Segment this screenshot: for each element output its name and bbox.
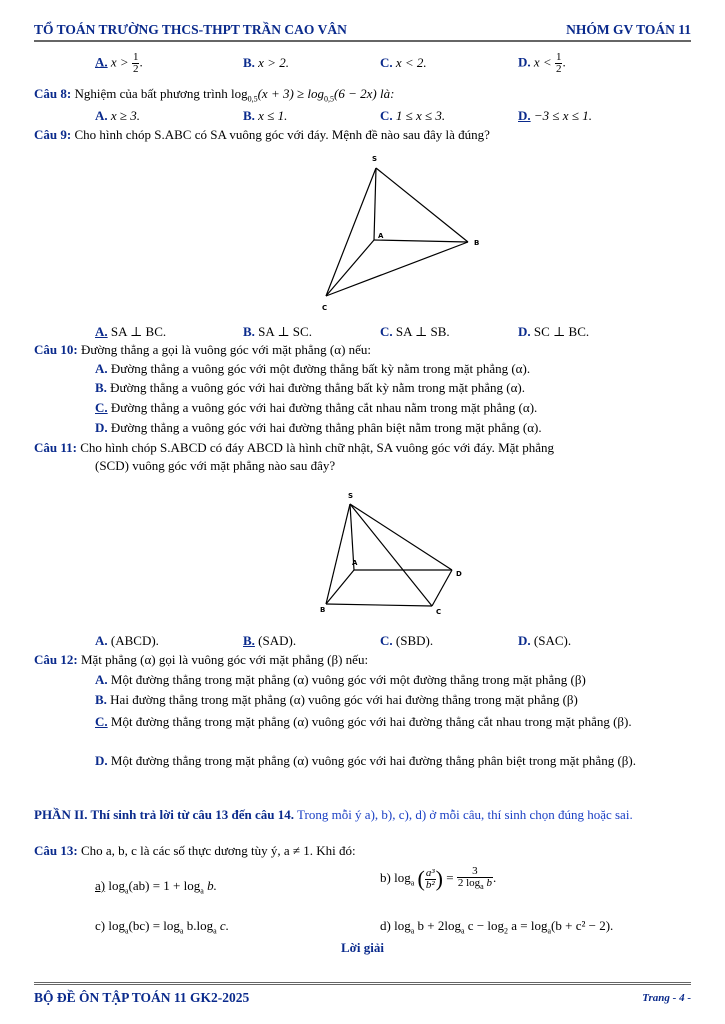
edge-sd [350,504,452,570]
edge-sc [350,504,432,606]
footer-rule [34,982,691,985]
q8-option-a: A. x ≥ 3. [95,108,141,123]
header-left: TỔ TOÁN TRƯỜNG THCS-THPT TRẦN CAO VÂN [34,22,347,37]
q11-label-c: C [436,608,442,616]
q11-stem-line2: (SCD) vuông góc với mặt phẳng nào sau đây? [95,458,336,473]
q12-option-d: D. Một đường thẳng trong mặt phẳng (α) vuông góc với hai đường thẳng phân biệt trong mặt phẳng (β). [95,753,636,768]
prev-option-d: D. x < $\frac{1}{2}$ . [518,51,566,75]
q11-stem-line1: Câu 11: Cho hình chóp S.ABCD có đáy ABCD là hình chữ nhật, SA vuông góc với đáy. Mặt phẳng [34,440,555,455]
q8-stem: Câu 8: Nghiệm của bất phương trình $\log_{0,5}(x + 3) \ge \log_{0,5}(6 - 2x)$ là: [34,86,395,104]
edge-bc [326,604,432,606]
q11-option-d: D. (SAC). [518,633,572,648]
q13-item-b: b) $\log_a$ ( $\frac{\text{a³}}{\text{b²}}$ ) = $\frac{3}{2 \log_a b}$ . [380,865,497,892]
q10-option-c: C. Đường thẳng a vuông góc với hai đường thẳng cắt nhau nằm trong mặt phẳng (α). [95,400,538,415]
q9-label-b: B [474,239,480,247]
q11-label-a: A [352,559,358,567]
q12-option-c: C. Một đường thẳng trong mặt phẳng (α) vuông góc với hai đường thẳng cắt nhau trong mặt phẳng (β). [95,714,632,729]
q8-option-b: B. x ≤ 1. [243,108,288,123]
edge-ab [374,240,468,242]
q11-pyramid-figure [312,486,472,618]
q9-option-c: C. SA ⊥ SB. [380,324,450,339]
q13-item-c: c) $\log_a(bc) = \log_a b.\log_a$ c. [95,918,229,936]
prev-option-b: B. x > 2. [243,55,289,70]
edge-ac [326,240,374,296]
q11-label-d: D [456,570,462,578]
page-number: Trang - 4 - [642,992,691,1004]
q9-option-d: D. SC ⊥ BC. [518,324,590,339]
q12-option-a: A. Một đường thẳng trong mặt phẳng (α) vuông góc với một đường thẳng trong mặt phẳng (β) [95,672,586,687]
prev-option-a: A. x > $\frac{1}{2}$ . [95,51,143,75]
q10-stem: Câu 10: Đường thẳng a gọi là vuông góc với mặt phẳng (α) nếu: [34,342,372,357]
q10-option-d: D. Đường thẳng a vuông góc với hai đường thẳng phân biệt nằm trong mặt phẳng (α). [95,420,542,435]
edge-sa [374,168,376,240]
header-right: NHÓM GV TOÁN 11 [566,22,691,37]
q9-label-c: C [322,304,328,312]
q9-option-a: A. SA ⊥ BC. [95,324,167,339]
q11-label-b: B [320,606,326,614]
q8-option-d: D. −3 ≤ x ≤ 1. [518,108,592,123]
q9-label-s: S [372,155,378,163]
header-rule [34,40,691,42]
solution-heading: Lời giải [341,940,384,955]
q11-label-s: S [348,492,354,500]
q10-option-b: B. Đường thẳng a vuông góc với hai đường thẳng bất kỳ nằm trong mặt phẳng (α). [95,380,526,395]
edge-sc [326,168,376,296]
edge-sb [376,168,468,242]
q11-option-c: C. (SBD). [380,633,434,648]
part2-heading: PHẦN II. Thí sinh trả lời từ câu 13 đến câu 14. Trong mỗi ý a), b), c), d) ở mỗi câu, thí sinh chọn đúng hoặc sai. [34,807,633,822]
q12-stem: Câu 12: Mặt phẳng (α) gọi là vuông góc với mặt phẳng (β) nếu: [34,652,369,667]
q12-option-b: B. Hai đường thẳng trong mặt phẳng (α) vuông góc với hai đường thẳng trong mặt phẳng (β) [95,692,578,707]
q9-stem: Câu 9: Cho hình chóp S.ABC có SA vuông góc với đáy. Mệnh đề nào sau đây là đúng? [34,127,490,142]
q9-option-b: B. SA ⊥ SC. [243,324,312,339]
q9-pyramid-figure [318,150,488,315]
prev-option-c: C. x < 2. [380,55,427,70]
q11-option-a: A. (ABCD). [95,633,159,648]
q13-stem: Câu 13: Cho a, b, c là các số thực dương tùy ý, a ≠ 1. Khi đó: [34,843,356,858]
q8-option-c: C. 1 ≤ x ≤ 3. [380,108,446,123]
q10-option-a: A. Đường thẳng a vuông góc với một đường thẳng bất kỳ nằm trong mặt phẳng (α). [95,361,531,376]
q13-item-d: d) $\log_a b + 2\log_a$ $c - \log_2 a = \log_a(b + c^2 - 2)$. [380,918,614,936]
q13-item-a: a) $\log_a(ab) = 1 + \log_a b$. [95,878,217,896]
footer-left: BỘ ĐỀ ÔN TẬP TOÁN 11 GK2-2025 [34,990,250,1005]
q11-option-b: B. (SAD). [243,633,297,648]
q9-label-a: A [378,232,384,240]
edge-cd [432,570,452,606]
edge-bc [326,242,468,296]
